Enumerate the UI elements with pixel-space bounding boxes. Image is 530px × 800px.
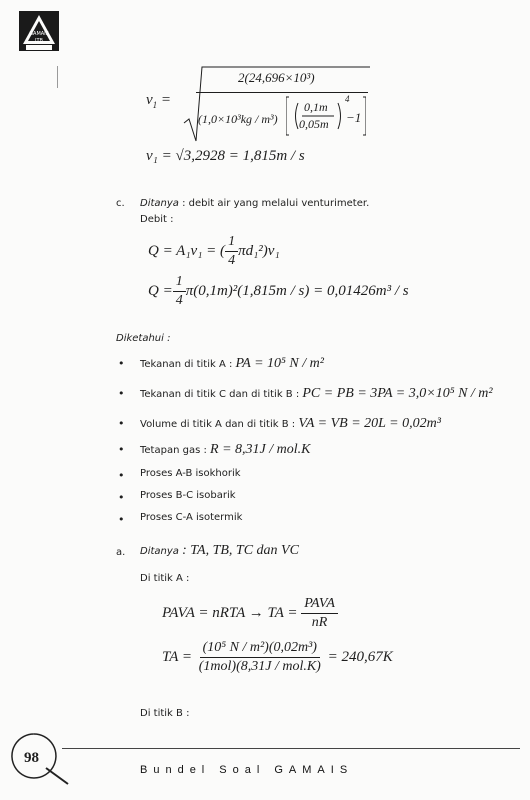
section-c-letter: c. xyxy=(116,198,125,209)
footer-rule xyxy=(62,748,520,749)
diketahui-label: Diketahui : xyxy=(116,333,171,344)
v1-result: v₁ = √3,2928 = 1,815m / s xyxy=(146,148,305,164)
ta-result: TA = $\frac{\text{(10⁵ N / m²)(0,02m³)}}{\text{(1mol)(8,31J / mol.K)}}$ = 240,67K xyxy=(162,640,393,674)
v1-den-left: (1,0×10³kg / m³) xyxy=(198,112,278,126)
gamais-logo xyxy=(18,10,60,60)
v1-fraction-bar xyxy=(196,92,368,93)
section-a-question: Ditanya : TA, TB, TC dan VC xyxy=(140,543,299,558)
ratio-power: 4 xyxy=(345,94,350,104)
debit-label: Debit : xyxy=(140,214,174,225)
v1-numerator: 2(24,696×10³) xyxy=(238,70,315,85)
minus-one: −1 xyxy=(346,110,362,125)
ratio-numerator: 0,1m xyxy=(304,100,328,114)
margin-line xyxy=(57,66,58,88)
logo-subtext: ITB xyxy=(35,38,43,44)
logo-text: GAMAIS xyxy=(29,31,49,37)
at-point-a-label: Di titik A : xyxy=(140,573,190,584)
v1-lhs: $v_1$ = xyxy=(146,92,172,110)
at-point-b-label: Di titik B : xyxy=(140,708,190,719)
ratio-denominator: 0,05m xyxy=(299,117,329,131)
ta-formula: PAVA = nRTA → TA = $\frac{\text{PAVA}}{nR}$ xyxy=(162,596,338,631)
q-formula: Q = A₁v₁ = ( $\frac{1}{4}$ πd₁²)v₁ xyxy=(148,234,280,268)
page-number: 98 xyxy=(24,750,39,766)
footer-magnifier-icon xyxy=(8,728,78,788)
footer-title: Bundel Soal GAMAIS xyxy=(140,764,354,776)
section-c-question: Ditanya : debit air yang melalui venturimeter. xyxy=(140,198,370,209)
section-a-letter: a. xyxy=(116,547,126,558)
q-result: Q = $\frac{1}{4}$ π(0,1m)²(1,815m / s) = 0,01426m³ / s xyxy=(148,274,409,308)
